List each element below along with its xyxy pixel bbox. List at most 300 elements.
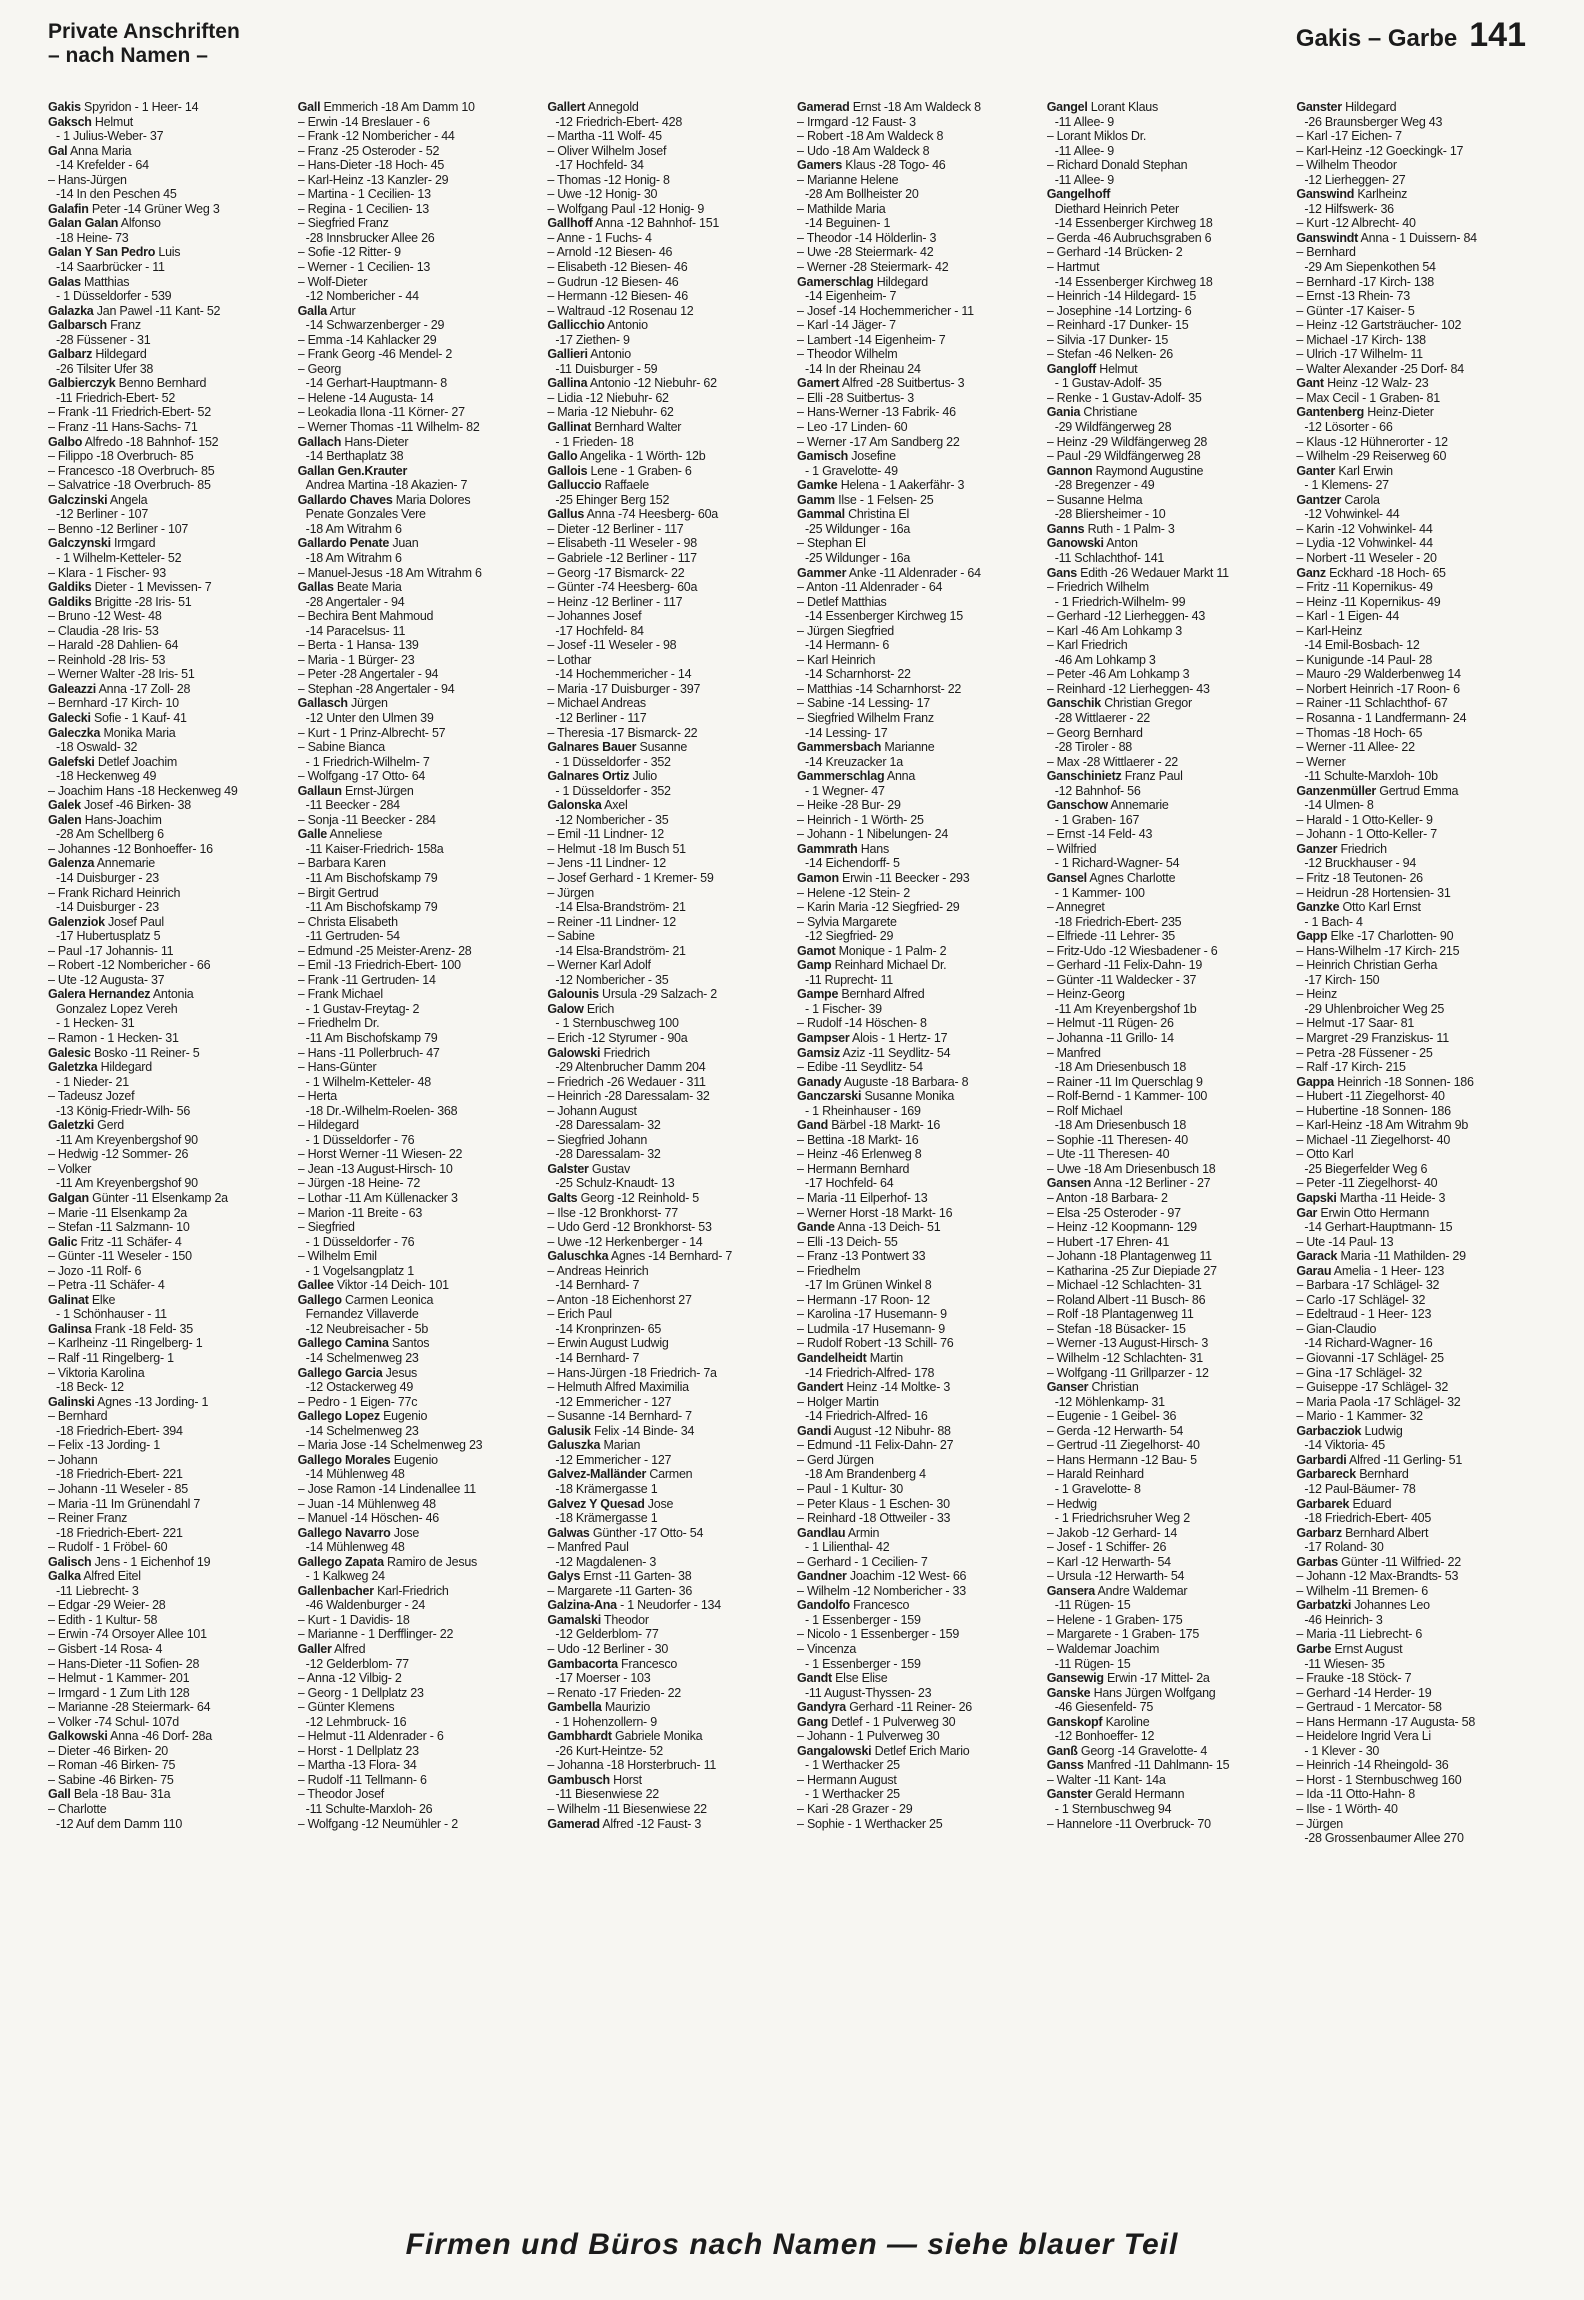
sub-entry: – Manfred Paul [547, 1540, 629, 1555]
surname-entry: Gallasch Jürgen [297, 696, 388, 711]
surname-entry: Gamert Alfred -28 Suitbertus- 3 [797, 376, 965, 391]
surname-entry: Ganady Auguste -18 Barbara- 8 [797, 1074, 969, 1089]
surname: Gampser [797, 1031, 850, 1045]
directory-column-5 [1047, 100, 1287, 2205]
sub-entry: – Stefan -11 Salzmann- 10 [48, 1220, 190, 1235]
surname: Gamm [797, 492, 835, 507]
surname-entry: Galetzka Hildegard [48, 1060, 152, 1075]
sub-entry: – Silvia -17 Dunker- 15 [1046, 332, 1169, 347]
surname: Ganz [1296, 565, 1326, 580]
surname: Galic [48, 1234, 78, 1249]
sub-entry: – Ute -11 Theresen- 40 [1046, 1147, 1170, 1162]
surname: Galetzki [48, 1118, 94, 1133]
sub-entry: – Siegfried Johann [547, 1132, 648, 1147]
sub-entry: – Werner -17 Am Sandberg 22 [797, 434, 960, 449]
address-line: -14 Elsa-Brandström- 21 [555, 943, 686, 958]
sub-entry: – Gerhard -14 Herder- 19 [1296, 1685, 1432, 1700]
sub-entry: – Werner - 1 Cecilien- 13 [297, 260, 431, 275]
sub-entry: – Johannes -12 Bonhoeffer- 16 [48, 841, 213, 856]
sub-entry: – Filippo -18 Overbruch- 85 [48, 449, 194, 464]
address-line: -18 Beck- 12 [56, 1380, 124, 1395]
surname-entry: Gans Edith -26 Wedauer Markt 11 [1046, 565, 1229, 580]
address-line: -12 Emmericher - 127 [555, 1452, 672, 1467]
surname-entry: Ganss Manfred -11 Dahlmann- 15 [1046, 1758, 1230, 1773]
sub-entry: – Maria Jose -14 Schelmenweg 23 [297, 1438, 483, 1453]
address-line: -29 Altenbrucher Damm 204 [555, 1060, 706, 1075]
address-line: -29 Am Siepenkothen 54 [1304, 260, 1436, 275]
sub-entry: – Edmund -11 Felix-Dahn- 27 [797, 1438, 954, 1453]
sub-entry: – Gertraud - 1 Mercator- 58 [1296, 1700, 1442, 1715]
address-line: Andrea Martina -18 Akazien- 7 [305, 478, 468, 493]
surname-entry: Gambusch Horst [547, 1772, 642, 1787]
sub-entry: – Karolina -17 Husemann- 9 [797, 1307, 947, 1322]
surname-entry: Galnares Ortiz Julio [547, 769, 657, 784]
sub-entry: – Johann - 1 Otto-Keller- 7 [1296, 827, 1437, 842]
surname-entry: Gammrath Hans [797, 841, 889, 856]
address-line: - 1 Werthacker 25 [805, 1758, 900, 1773]
address-line: - 1 Gustav-Freytag- 2 [305, 1001, 420, 1016]
sub-entry: – Helene -14 Augusta- 14 [297, 390, 434, 405]
surname-entry: Gandelheidt Martin [797, 1351, 903, 1366]
address-line: -11 Liebrecht- 3 [56, 1583, 139, 1598]
address-line: -12 Gelderblom- 77 [555, 1627, 659, 1642]
sub-entry: – Karlheinz -11 Ringelberg- 1 [48, 1336, 203, 1351]
surname-entry: Galler Alfred [297, 1641, 366, 1656]
surname-entry: Gar Erwin Otto Hermann [1296, 1205, 1430, 1220]
sub-entry: – Ida -11 Otto-Hahn- 8 [1296, 1787, 1415, 1802]
sub-entry: – Ute -14 Paul- 13 [1296, 1234, 1394, 1249]
surname-entry: Gandert Heinz -14 Moltke- 3 [797, 1380, 951, 1395]
sub-entry: – Ralf -11 Ringelberg- 1 [48, 1351, 174, 1366]
sub-entry: – Hans-Dieter -11 Sofien- 28 [48, 1656, 200, 1671]
sub-entry: – Margarete -11 Garten- 36 [547, 1583, 693, 1598]
surname-entry: Galkowski Anna -46 Dorf- 28a [48, 1729, 212, 1744]
surname-entry: Galdiks Brigitte -28 Iris- 51 [48, 594, 192, 609]
surname: Gangelhoff [1046, 187, 1111, 202]
surname: Galwas [547, 1525, 590, 1540]
sub-entry: – Viktoria Karolina [48, 1365, 145, 1380]
sub-entry: – Sabine [547, 929, 595, 944]
sub-entry: – Günter Klemens [297, 1700, 395, 1715]
sub-entry: – Uwe -12 Honig- 30 [547, 187, 658, 202]
sub-entry: – Heinrich - 1 Wörth- 25 [797, 812, 924, 827]
surname: Ganzenmüller [1296, 783, 1377, 798]
address-line: -25 Ehinger Berg 152 [555, 492, 670, 507]
sub-entry: – Regina - 1 Cecilien- 13 [297, 201, 429, 216]
address-line: -11 Kaiser-Friedrich- 158a [305, 841, 444, 856]
surname-entry: Garbardi Alfred -11 Gerling- 51 [1296, 1452, 1463, 1467]
surname: Galka [48, 1569, 81, 1584]
sub-entry: – Maria -11 Im Grünendahl 7 [48, 1496, 201, 1511]
surname: Galefski [48, 754, 95, 769]
address-line: -46 Am Lohkamp 3 [1054, 652, 1156, 667]
sub-entry: – Bernhard -17 Kirch- 10 [48, 696, 179, 711]
sub-entry: – Helmut - 1 Kammer- 201 [48, 1671, 190, 1686]
sub-entry: – Robert -18 Am Waldeck 8 [797, 129, 944, 144]
address-line: - 1 Friedrich-Wilhelm- 99 [1054, 594, 1186, 609]
sub-entry: – Margarete - 1 Graben- 175 [1046, 1627, 1200, 1642]
sub-entry: – Harald -28 Dahlien- 64 [48, 638, 179, 653]
surname: Galisch [48, 1554, 92, 1569]
surname-entry: Gande Anna -13 Deich- 51 [797, 1220, 941, 1235]
surname: Galczynski [48, 536, 111, 551]
address-line: -12 Bruckhauser - 94 [1304, 856, 1417, 871]
surname-entry: Gant Heinz -12 Walz- 23 [1296, 376, 1429, 391]
sub-entry: – Pedro - 1 Eigen- 77c [297, 1394, 418, 1409]
sub-entry: – Berta - 1 Hansa- 139 [297, 638, 419, 653]
surname: Gantzer [1296, 492, 1342, 507]
surname-entry: Gallus Anna -74 Heesberg- 60a [547, 507, 718, 522]
surname: Galuszka [547, 1438, 601, 1453]
address-line: -18 Am Driesenbusch 18 [1054, 1060, 1187, 1075]
surname-entry: Ganß Georg -14 Gravelotte- 4 [1046, 1743, 1208, 1758]
address-line: -11 Ruprecht- 11 [805, 972, 893, 987]
surname-entry: Galek Josef -46 Birken- 38 [48, 798, 191, 813]
sub-entry: – Benno -12 Berliner - 107 [48, 521, 189, 536]
address-line: -17 Hochfeld- 84 [555, 623, 644, 638]
address-line: -14 Krefelder - 64 [56, 158, 149, 173]
surname: Galen [48, 812, 82, 827]
address-line: -28 Am Bollheister 20 [805, 187, 919, 202]
address-line: -18 Friedrich-Ebert- 235 [1054, 914, 1182, 929]
surname-entry: Gallinat Bernhard Walter [547, 420, 682, 435]
address-line: -11 Am Kreyenbergshof 90 [56, 1132, 198, 1147]
address-line: -14 Saarbrücker - 11 [56, 260, 165, 275]
address-line: - 1 Kammer- 100 [1054, 885, 1145, 900]
sub-entry: – Jens -11 Lindner- 12 [547, 856, 666, 871]
surname: Galinat [48, 1292, 89, 1307]
sub-entry: – Heinrich -14 Rheingold- 36 [1296, 1758, 1449, 1773]
sub-entry: – Christa Elisabeth [297, 914, 398, 929]
sub-entry: – Kari -28 Grazer - 29 [797, 1801, 913, 1816]
surname-entry: Ganster Hildegard [1296, 100, 1397, 114]
address-line: -14 Duisburger - 23 [56, 900, 159, 915]
surname-entry: Gamers Klaus -28 Togo- 46 [797, 158, 946, 173]
surname-entry: Galts Georg -12 Reinhold- 5 [547, 1191, 700, 1206]
sub-entry: – Volker -74 Schul- 107d [48, 1714, 179, 1729]
sub-entry: – Werner -11 Allee- 22 [1296, 740, 1415, 755]
address-line: -11 Schlachthof- 141 [1054, 550, 1165, 565]
sub-entry: – Josephine -14 Lortzing- 6 [1046, 303, 1192, 318]
sub-entry: – Helmuth Alfred Maximilia [547, 1380, 689, 1395]
surname-entry: Galbo Alfredo -18 Bahnhof- 152 [48, 434, 219, 449]
address-line: -17 Hochfeld- 34 [555, 158, 644, 173]
sub-entry: – Wilhelm -11 Bremen- 6 [1296, 1583, 1428, 1598]
surname: Garbe [1296, 1641, 1332, 1656]
surname: Ganzke [1296, 900, 1340, 915]
surname: Gansera [1046, 1583, 1095, 1598]
sub-entry: – Heinz -12 Gartsträucher- 102 [1296, 318, 1462, 333]
surname: Gakis [48, 100, 81, 114]
address-line: -14 In den Peschen 45 [56, 187, 177, 202]
address-line: -12 Emmericher - 127 [555, 1394, 672, 1409]
surname: Ganzer [1296, 841, 1338, 856]
address-line: -28 Füssener - 31 [56, 332, 151, 347]
sub-entry: – Karl Friedrich [1046, 638, 1128, 653]
surname: Galler [297, 1641, 332, 1656]
surname: Gandert [797, 1380, 844, 1395]
surname-entry: Gall Emmerich -18 Am Damm 10 [297, 100, 475, 114]
surname: Galenziok [48, 914, 105, 929]
surname: Gampe [797, 987, 839, 1002]
surname-entry: Gammersbach Marianne [797, 740, 935, 755]
sub-entry: – Irmgard -12 Faust- 3 [797, 114, 916, 129]
surname-entry: Gambhardt Gabriele Monika [547, 1729, 703, 1744]
surname-entry: Gambella Maurizio [547, 1700, 651, 1715]
sub-entry: – Leo -17 Linden- 60 [797, 420, 908, 435]
address-line: -12 Vohwinkel- 44 [1304, 507, 1400, 522]
address-line: - 1 Klemens- 27 [1304, 478, 1389, 493]
surname: Ganschinietz [1046, 769, 1122, 784]
sub-entry: – Sabine -14 Lessing- 17 [797, 696, 930, 711]
sub-entry: – Gabriele -12 Berliner - 117 [547, 550, 697, 565]
sub-entry: – Anton -18 Eichenhorst 27 [547, 1292, 692, 1307]
address-line: -14 Essenberger Kirchweg 18 [1054, 274, 1213, 289]
address-line: Gonzalez Lopez Vereh [56, 1001, 178, 1016]
page-header [48, 18, 1526, 78]
surname: Gamke [797, 478, 838, 493]
address-line: -18 Friedrich-Ebert- 221 [56, 1525, 183, 1540]
address-line: -46 Heinrich- 3 [1304, 1612, 1383, 1627]
address-line: -14 Bernhard- 7 [555, 1278, 640, 1293]
surname-entry: Garbarz Bernhard Albert [1296, 1525, 1429, 1540]
sub-entry: – Gerd Jürgen [797, 1452, 874, 1467]
sub-entry: – Dieter -12 Berliner - 117 [547, 521, 684, 536]
sub-entry: – Helmut -11 Aldenrader - 6 [297, 1729, 444, 1744]
address-line: -12 Unter den Ulmen 39 [305, 710, 434, 725]
sub-entry: – Irmgard - 1 Zum Lith 128 [48, 1685, 190, 1700]
address-line: -11 Duisburger - 59 [555, 361, 658, 376]
sub-entry: – Theodor -14 Hölderlin- 3 [797, 230, 937, 245]
sub-entry: – Josef -14 Hochemmericher - 11 [797, 303, 974, 318]
sub-entry: – Max -28 Wittlaerer - 22 [1046, 754, 1178, 769]
address-line: -12 Neubreisacher - 5b [305, 1321, 429, 1336]
sub-entry: – Mathilde Maria [797, 201, 886, 216]
sub-entry: – Elisabeth -11 Weseler - 98 [547, 536, 697, 551]
sub-entry: – Anton -11 Aldenrader - 64 [797, 580, 943, 595]
page-number: 141 [1469, 16, 1526, 54]
surname-entry: Galowski Friedrich [547, 1045, 650, 1060]
sub-entry: – Hans Hermann -12 Bau- 5 [1046, 1452, 1197, 1467]
surname: Gand [797, 1118, 828, 1133]
surname: Galnares Ortiz [547, 769, 630, 784]
directory-column-2 [298, 100, 538, 2205]
surname: Gallego Morales [297, 1452, 391, 1467]
address-line: -14 Friedrich-Alfred- 178 [805, 1365, 935, 1380]
sub-entry: – Bernhard [1296, 245, 1356, 260]
sub-entry: – Norbert Heinrich -17 Roon- 6 [1296, 681, 1460, 696]
surname-entry: Galvez-Malländer Carmen [547, 1467, 693, 1482]
sub-entry: – Petra -28 Füssener - 25 [1296, 1045, 1433, 1060]
sub-entry: – Hermann August [797, 1772, 897, 1787]
sub-entry: – Juan -14 Mühlenweg 48 [297, 1496, 436, 1511]
sub-entry: – Erwin -14 Breslauer - 6 [297, 114, 430, 129]
surname: Gar [1296, 1205, 1318, 1220]
address-line: -14 Beguinen- 1 [805, 216, 891, 231]
address-line: -26 Braunsberger Weg 43 [1304, 114, 1443, 129]
sub-entry: – Paul -29 Wildfängerweg 28 [1046, 449, 1201, 464]
surname: Galazka [48, 303, 94, 318]
sub-entry: – Nicolo - 1 Essenberger - 159 [797, 1627, 960, 1642]
sub-entry: – Manfred [1046, 1045, 1101, 1060]
sub-entry: – Karl -46 Am Lohkamp 3 [1046, 623, 1182, 638]
sub-entry: – Reiner Franz [48, 1511, 128, 1526]
sub-entry: – Martina - 1 Cecilien- 13 [297, 187, 431, 202]
sub-entry: – Josef - 1 Schiffer- 26 [1046, 1540, 1167, 1555]
sub-entry: – Petra -11 Schäfer- 4 [48, 1278, 165, 1293]
address-line: -18 Krämergasse 1 [555, 1511, 658, 1526]
sub-entry: – Erwin August Ludwig [547, 1336, 669, 1351]
sub-entry: – Edmund -25 Meister-Arenz- 28 [297, 943, 472, 958]
surname: Gall [297, 100, 321, 114]
surname: Galczinski [48, 492, 108, 507]
sub-entry: – Heinz [1296, 987, 1337, 1002]
sub-entry: – Gerhard -11 Felix-Dahn- 19 [1046, 958, 1203, 973]
surname: Galinsa [48, 1321, 92, 1336]
sub-entry: – Lorant Miklos Dr. [1046, 129, 1147, 144]
address-line: -12 Berliner - 117 [555, 710, 647, 725]
sub-entry: – Gerda -12 Herwarth- 54 [1046, 1423, 1184, 1438]
sub-entry: – Wilhelm -12 Nombericher - 33 [797, 1583, 966, 1598]
surname-entry: Gamisch Josefine [797, 449, 896, 464]
surname: Ganster [1046, 1787, 1093, 1802]
address-line: -14 Emil-Bosbach- 12 [1304, 638, 1420, 653]
surname: Ganczarski [797, 1089, 862, 1104]
sub-entry: – Maria -12 Niebuhr- 62 [547, 405, 674, 420]
address-line: - 1 Kalkweg 24 [305, 1569, 385, 1584]
surname: Galetzka [48, 1060, 98, 1075]
address-line: - 1 Düsseldorfer - 352 [555, 783, 671, 798]
sub-entry: – Friedrich -26 Wedauer - 311 [547, 1074, 706, 1089]
sub-entry: – Wolfgang Paul -12 Honig- 9 [547, 201, 705, 216]
sub-entry: – Udo Gerd -12 Bronkhorst- 53 [547, 1220, 712, 1235]
address-line: -11 Am Kreyenbergshof 90 [56, 1176, 198, 1191]
address-line: -28 Daressalam- 32 [555, 1118, 661, 1133]
surname-entry: Galbierczyk Benno Bernhard [48, 376, 207, 391]
surname-entry: Gallego Lopez Eugenio [297, 1409, 428, 1424]
sub-entry: – Siegfried [297, 1220, 355, 1235]
sub-entry: – Ernst -13 Rhein- 73 [1296, 289, 1410, 304]
surname: Ganskopf [1046, 1714, 1103, 1729]
sub-entry: – Johann - 1 Pulverweg 30 [797, 1729, 940, 1744]
surname: Gandt [797, 1671, 832, 1686]
surname-entry: Galeazzi Anna -17 Zoll- 28 [48, 681, 191, 696]
surname-entry: Galwas Günther -17 Otto- 54 [547, 1525, 704, 1540]
surname-entry: Galic Fritz -11 Schäfer- 4 [48, 1234, 182, 1249]
sub-entry: – Jürgen -18 Heine- 72 [297, 1176, 421, 1191]
sub-entry: – Hartmut [1046, 260, 1100, 275]
sub-entry: – Ramon - 1 Hecken- 31 [48, 1031, 179, 1045]
directory-column-4 [797, 100, 1037, 2205]
surname: Ganske [1046, 1685, 1091, 1700]
surname-entry: Gallenbacher Karl-Friedrich [297, 1583, 449, 1598]
sub-entry: – Karl-Heinz -18 Am Witrahm 9b [1296, 1118, 1469, 1133]
surname-entry: Gallego Garcia Jesus [297, 1365, 418, 1380]
surname-entry: Gallego Camina Santos [297, 1336, 430, 1351]
sub-entry: – Edith - 1 Kultur- 58 [48, 1612, 158, 1627]
address-line: -11 Am Bischofskamp 79 [305, 1031, 438, 1045]
address-line: - 1 Sternbuschweg 100 [555, 1016, 679, 1031]
surname-entry: Gampser Alois - 1 Hertz- 17 [797, 1031, 948, 1045]
sub-entry: – Gisbert -14 Rosa- 4 [48, 1641, 163, 1656]
address-line: -12 Bonhoeffer- 12 [1054, 1729, 1155, 1744]
surname-entry: Gantenberg Heinz-Dieter [1296, 405, 1434, 420]
surname: Ganter [1296, 463, 1336, 478]
surname: Gallan Gen.Krauter [297, 463, 408, 478]
address-line: -11 Wiesen- 35 [1304, 1656, 1385, 1671]
surname-entry: Galinski Agnes -13 Jording- 1 [48, 1394, 209, 1409]
address-line: -18 Am Brandenberg 4 [805, 1467, 926, 1482]
surname-entry: Gappa Heinrich -18 Sonnen- 186 [1296, 1074, 1474, 1089]
sub-entry: – Kurt -12 Albrecht- 40 [1296, 216, 1416, 231]
sub-entry: – Rainer -11 Schlachthof- 67 [1296, 696, 1448, 711]
surname-entry: Galera Hernandez Antonia [48, 987, 194, 1002]
sub-entry: – Karl Heinrich [797, 652, 876, 667]
address-line: -46 Waldenburger - 24 [305, 1598, 426, 1613]
sub-entry: – Vincenza [797, 1641, 857, 1656]
sub-entry: – Rudolf - 1 Fröbel- 60 [48, 1540, 168, 1555]
surname: Galys [547, 1569, 581, 1584]
surname: Gallego Garcia [297, 1365, 383, 1380]
sub-entry: – Hubert -17 Ehren- 41 [1046, 1234, 1170, 1249]
surname-entry: Ganter Karl Erwin [1296, 463, 1393, 478]
surname-entry: Gal Anna Maria [48, 143, 132, 158]
sub-entry: – Josef -11 Weseler - 98 [547, 638, 677, 653]
surname: Ganschik [1046, 696, 1101, 711]
sub-entry: – Werner Karl Adolf [547, 958, 651, 973]
surname: Gallieri [547, 347, 588, 362]
address-line: -18 Krämergasse 1 [555, 1481, 658, 1496]
sub-entry: – Annegret [1046, 900, 1105, 915]
surname-entry: Gandner Joachim -12 West- 66 [797, 1569, 967, 1584]
address-line: -12 Möhlenkamp- 31 [1054, 1394, 1165, 1409]
sub-entry: – Franz -13 Pontwert 33 [797, 1249, 926, 1264]
address-line: -14 Scharnhorst- 22 [805, 667, 911, 682]
surname-entry: Gapski Martha -11 Heide- 3 [1296, 1191, 1446, 1206]
address-line: -14 Mühlenweg 48 [305, 1467, 405, 1482]
address-line: -18 Friedrich-Ebert- 394 [56, 1423, 183, 1438]
address-line: - 1 Düsseldorfer - 76 [305, 1132, 415, 1147]
surname-entry: Ganowski Anton [1046, 536, 1138, 551]
sub-entry: – Reinhard -12 Lierheggen- 43 [1046, 681, 1210, 696]
surname-entry: Galinat Elke [48, 1292, 116, 1307]
surname: Gal [48, 143, 68, 158]
sub-entry: – Karl -12 Herwarth- 54 [1046, 1554, 1171, 1569]
sub-entry: – Norbert -11 Weseler - 20 [1296, 550, 1437, 565]
name-range: Gakis – Garbe [1295, 25, 1458, 52]
sub-entry: – Heinz -12 Koopmann- 129 [1046, 1220, 1197, 1235]
sub-entry: – Elli -13 Deich- 55 [797, 1234, 898, 1249]
surname-entry: Gangel Lorant Klaus [1046, 100, 1158, 114]
surname: Gallego Navarro [297, 1525, 391, 1540]
surname-entry: Garbareck Bernhard [1296, 1467, 1409, 1482]
sub-entry: – Walter Alexander -25 Dorf- 84 [1296, 361, 1464, 376]
sub-entry: – Anne - 1 Fuchs- 4 [547, 230, 652, 245]
address-line: -12 Siegfried- 29 [805, 929, 894, 944]
surname: Galbarsch [48, 318, 107, 333]
address-line: - 1 Werthacker 25 [805, 1787, 900, 1802]
surname-entry: Gaksch Helmut [48, 114, 133, 129]
surname-entry: Gandlau Armin [797, 1525, 880, 1540]
sub-entry: – Edibe -11 Seydlitz- 54 [797, 1060, 923, 1075]
surname: Gambusch [547, 1772, 610, 1787]
surname: Gallas [297, 580, 334, 595]
sub-entry: – Georg Bernhard [1046, 725, 1143, 740]
surname: Galster [547, 1161, 589, 1176]
surname: Gangloff [1046, 361, 1097, 376]
surname-entry: Gand Bärbel -18 Markt- 16 [797, 1118, 941, 1133]
address-line: -12 Bahnhof- 56 [1054, 783, 1141, 798]
